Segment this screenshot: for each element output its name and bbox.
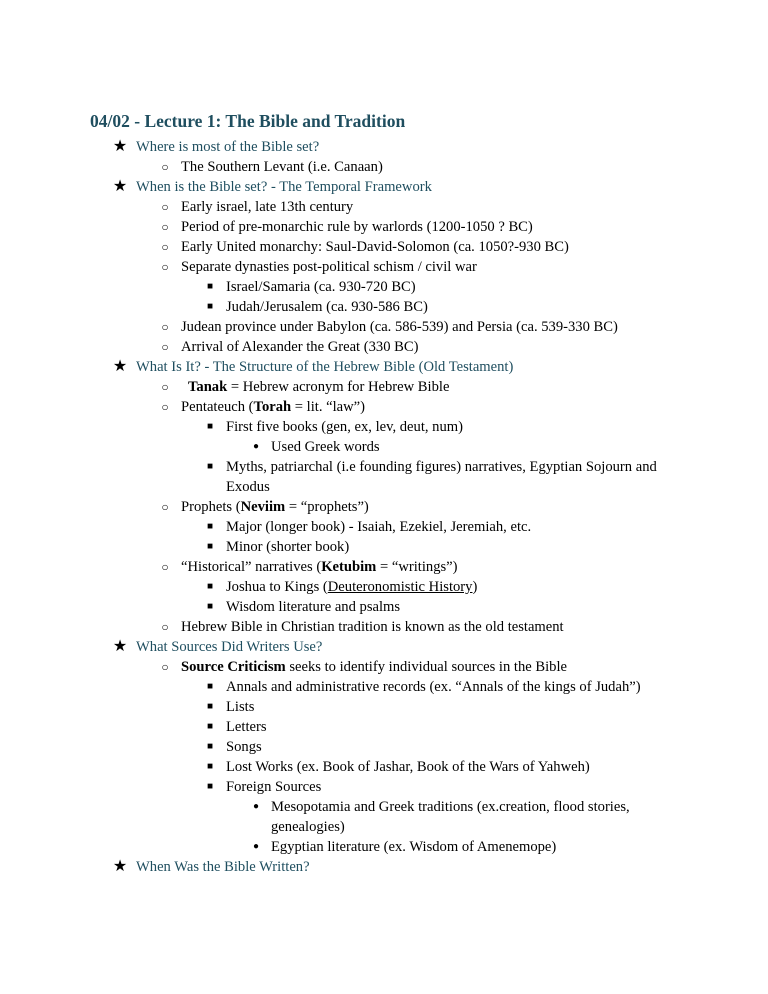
- term-text: ): [472, 579, 478, 595]
- term-torah: Torah: [253, 399, 292, 415]
- list-item: Israel/Samaria (ca. 930-720 BC): [226, 279, 416, 295]
- list-item: Letters: [226, 719, 267, 735]
- section-heading-when-set: When is the Bible set? - The Temporal Framework: [136, 179, 432, 195]
- circle-bullet-icon: ○: [161, 500, 169, 514]
- circle-bullet-icon: ○: [161, 560, 169, 574]
- list-item: Major (longer book) - Isaiah, Ezekiel, Jeremiah, etc.: [226, 519, 532, 535]
- list-item: Period of pre-monarchic rule by warlords (1200-1050 ? BC): [181, 219, 533, 235]
- list-item-continuation: Exodus: [226, 479, 270, 495]
- term-neviim: Neviim: [240, 499, 286, 515]
- square-bullet-icon: ■: [206, 781, 214, 792]
- square-bullet-icon: ■: [206, 581, 214, 592]
- circle-bullet-icon: ○: [161, 400, 169, 414]
- list-item: Egyptian literature (ex. Wisdom of Amenemope): [271, 839, 557, 855]
- square-bullet-icon: ■: [206, 301, 214, 312]
- square-bullet-icon: ■: [206, 741, 214, 752]
- star-bullet-icon: ★: [112, 638, 128, 655]
- list-item: Early United monarchy: Saul-David-Solomon (ca. 1050?-930 BC): [181, 239, 569, 255]
- circle-bullet-icon: ○: [161, 620, 169, 634]
- star-bullet-icon: ★: [112, 178, 128, 195]
- term-text: Pentateuch (: [181, 399, 254, 415]
- list-item: [226, 577, 477, 597]
- list-item: Arrival of Alexander the Great (330 BC): [181, 339, 419, 355]
- term-text: = Hebrew acronym for Hebrew Bible: [227, 379, 450, 395]
- square-bullet-icon: ■: [206, 721, 214, 732]
- circle-bullet-icon: ○: [161, 220, 169, 234]
- section-heading-where: Where is most of the Bible set?: [136, 139, 320, 155]
- list-item: [181, 557, 458, 577]
- list-item: Used Greek words: [271, 439, 380, 455]
- circle-bullet-icon: ○: [161, 260, 169, 274]
- list-item: Songs: [226, 739, 262, 755]
- list-item: Separate dynasties post-political schism / civil war: [181, 259, 477, 275]
- term-text: “Historical” narratives (: [181, 559, 322, 575]
- list-item: [181, 497, 369, 517]
- dot-bullet-icon: ●: [252, 841, 260, 852]
- term-source-criticism: Source Criticism: [181, 659, 286, 675]
- square-bullet-icon: ■: [206, 761, 214, 772]
- page-title: 04/02 - Lecture 1: The Bible and Tradition: [90, 111, 406, 131]
- list-item: The Southern Levant (i.e. Canaan): [181, 159, 383, 175]
- square-bullet-icon: ■: [206, 681, 214, 692]
- list-item: Wisdom literature and psalms: [226, 599, 401, 615]
- term-text: Joshua to Kings (: [226, 579, 328, 595]
- deuteronomistic-history-link[interactable]: Deuteronomistic History: [327, 579, 473, 595]
- list-item: Early israel, late 13th century: [181, 199, 354, 215]
- dot-bullet-icon: ●: [252, 801, 260, 812]
- circle-bullet-icon: ○: [161, 320, 169, 334]
- term-text: = “prophets”): [285, 499, 369, 515]
- list-item: Lost Works (ex. Book of Jashar, Book of the Wars of Yahweh): [226, 759, 590, 775]
- term-tanak: Tanak: [188, 379, 228, 395]
- term-text: seeks to identify individual sources in the Bible: [285, 659, 567, 675]
- square-bullet-icon: ■: [206, 521, 214, 532]
- square-bullet-icon: ■: [206, 541, 214, 552]
- circle-bullet-icon: ○: [161, 660, 169, 674]
- list-item: [188, 377, 449, 397]
- square-bullet-icon: ■: [206, 421, 214, 432]
- term-ketubim: Ketubim: [321, 559, 377, 575]
- circle-bullet-icon: ○: [161, 340, 169, 354]
- circle-bullet-icon: ○: [161, 240, 169, 254]
- dot-bullet-icon: ●: [252, 441, 260, 452]
- list-item: [181, 397, 365, 417]
- circle-bullet-icon: ○: [161, 200, 169, 214]
- section-heading-sources: What Sources Did Writers Use?: [136, 639, 323, 655]
- list-item: Judah/Jerusalem (ca. 930-586 BC): [226, 299, 428, 315]
- list-item: First five books (gen, ex, lev, deut, num): [226, 419, 463, 435]
- term-text: Prophets (: [181, 499, 241, 515]
- square-bullet-icon: ■: [206, 281, 214, 292]
- term-text: = lit. “law”): [291, 399, 366, 415]
- square-bullet-icon: ■: [206, 601, 214, 612]
- star-bullet-icon: ★: [112, 138, 128, 155]
- list-item: Judean province under Babylon (ca. 586-539) and Persia (ca. 539-330 BC): [181, 319, 618, 335]
- star-bullet-icon: ★: [112, 858, 128, 875]
- list-item-continuation: genealogies): [271, 819, 345, 835]
- list-item: [181, 657, 567, 677]
- section-heading-what-is-it: What Is It? - The Structure of the Hebrew Bible (Old Testament): [136, 359, 514, 375]
- circle-bullet-icon: ○: [161, 380, 169, 394]
- list-item: Lists: [226, 699, 255, 715]
- circle-bullet-icon: ○: [161, 160, 169, 174]
- term-text: = “writings”): [376, 559, 458, 575]
- star-bullet-icon: ★: [112, 358, 128, 375]
- list-item: Minor (shorter book): [226, 539, 350, 555]
- list-item: Hebrew Bible in Christian tradition is known as the old testament: [181, 619, 564, 635]
- section-heading-when-written: When Was the Bible Written?: [136, 859, 310, 875]
- list-item: Myths, patriarchal (i.e founding figures) narratives, Egyptian Sojourn and: [226, 459, 657, 475]
- list-item: Mesopotamia and Greek traditions (ex.creation, flood stories,: [271, 799, 630, 815]
- list-item: Annals and administrative records (ex. “Annals of the kings of Judah”): [226, 679, 641, 695]
- square-bullet-icon: ■: [206, 461, 214, 472]
- square-bullet-icon: ■: [206, 701, 214, 712]
- list-item: Foreign Sources: [226, 779, 322, 795]
